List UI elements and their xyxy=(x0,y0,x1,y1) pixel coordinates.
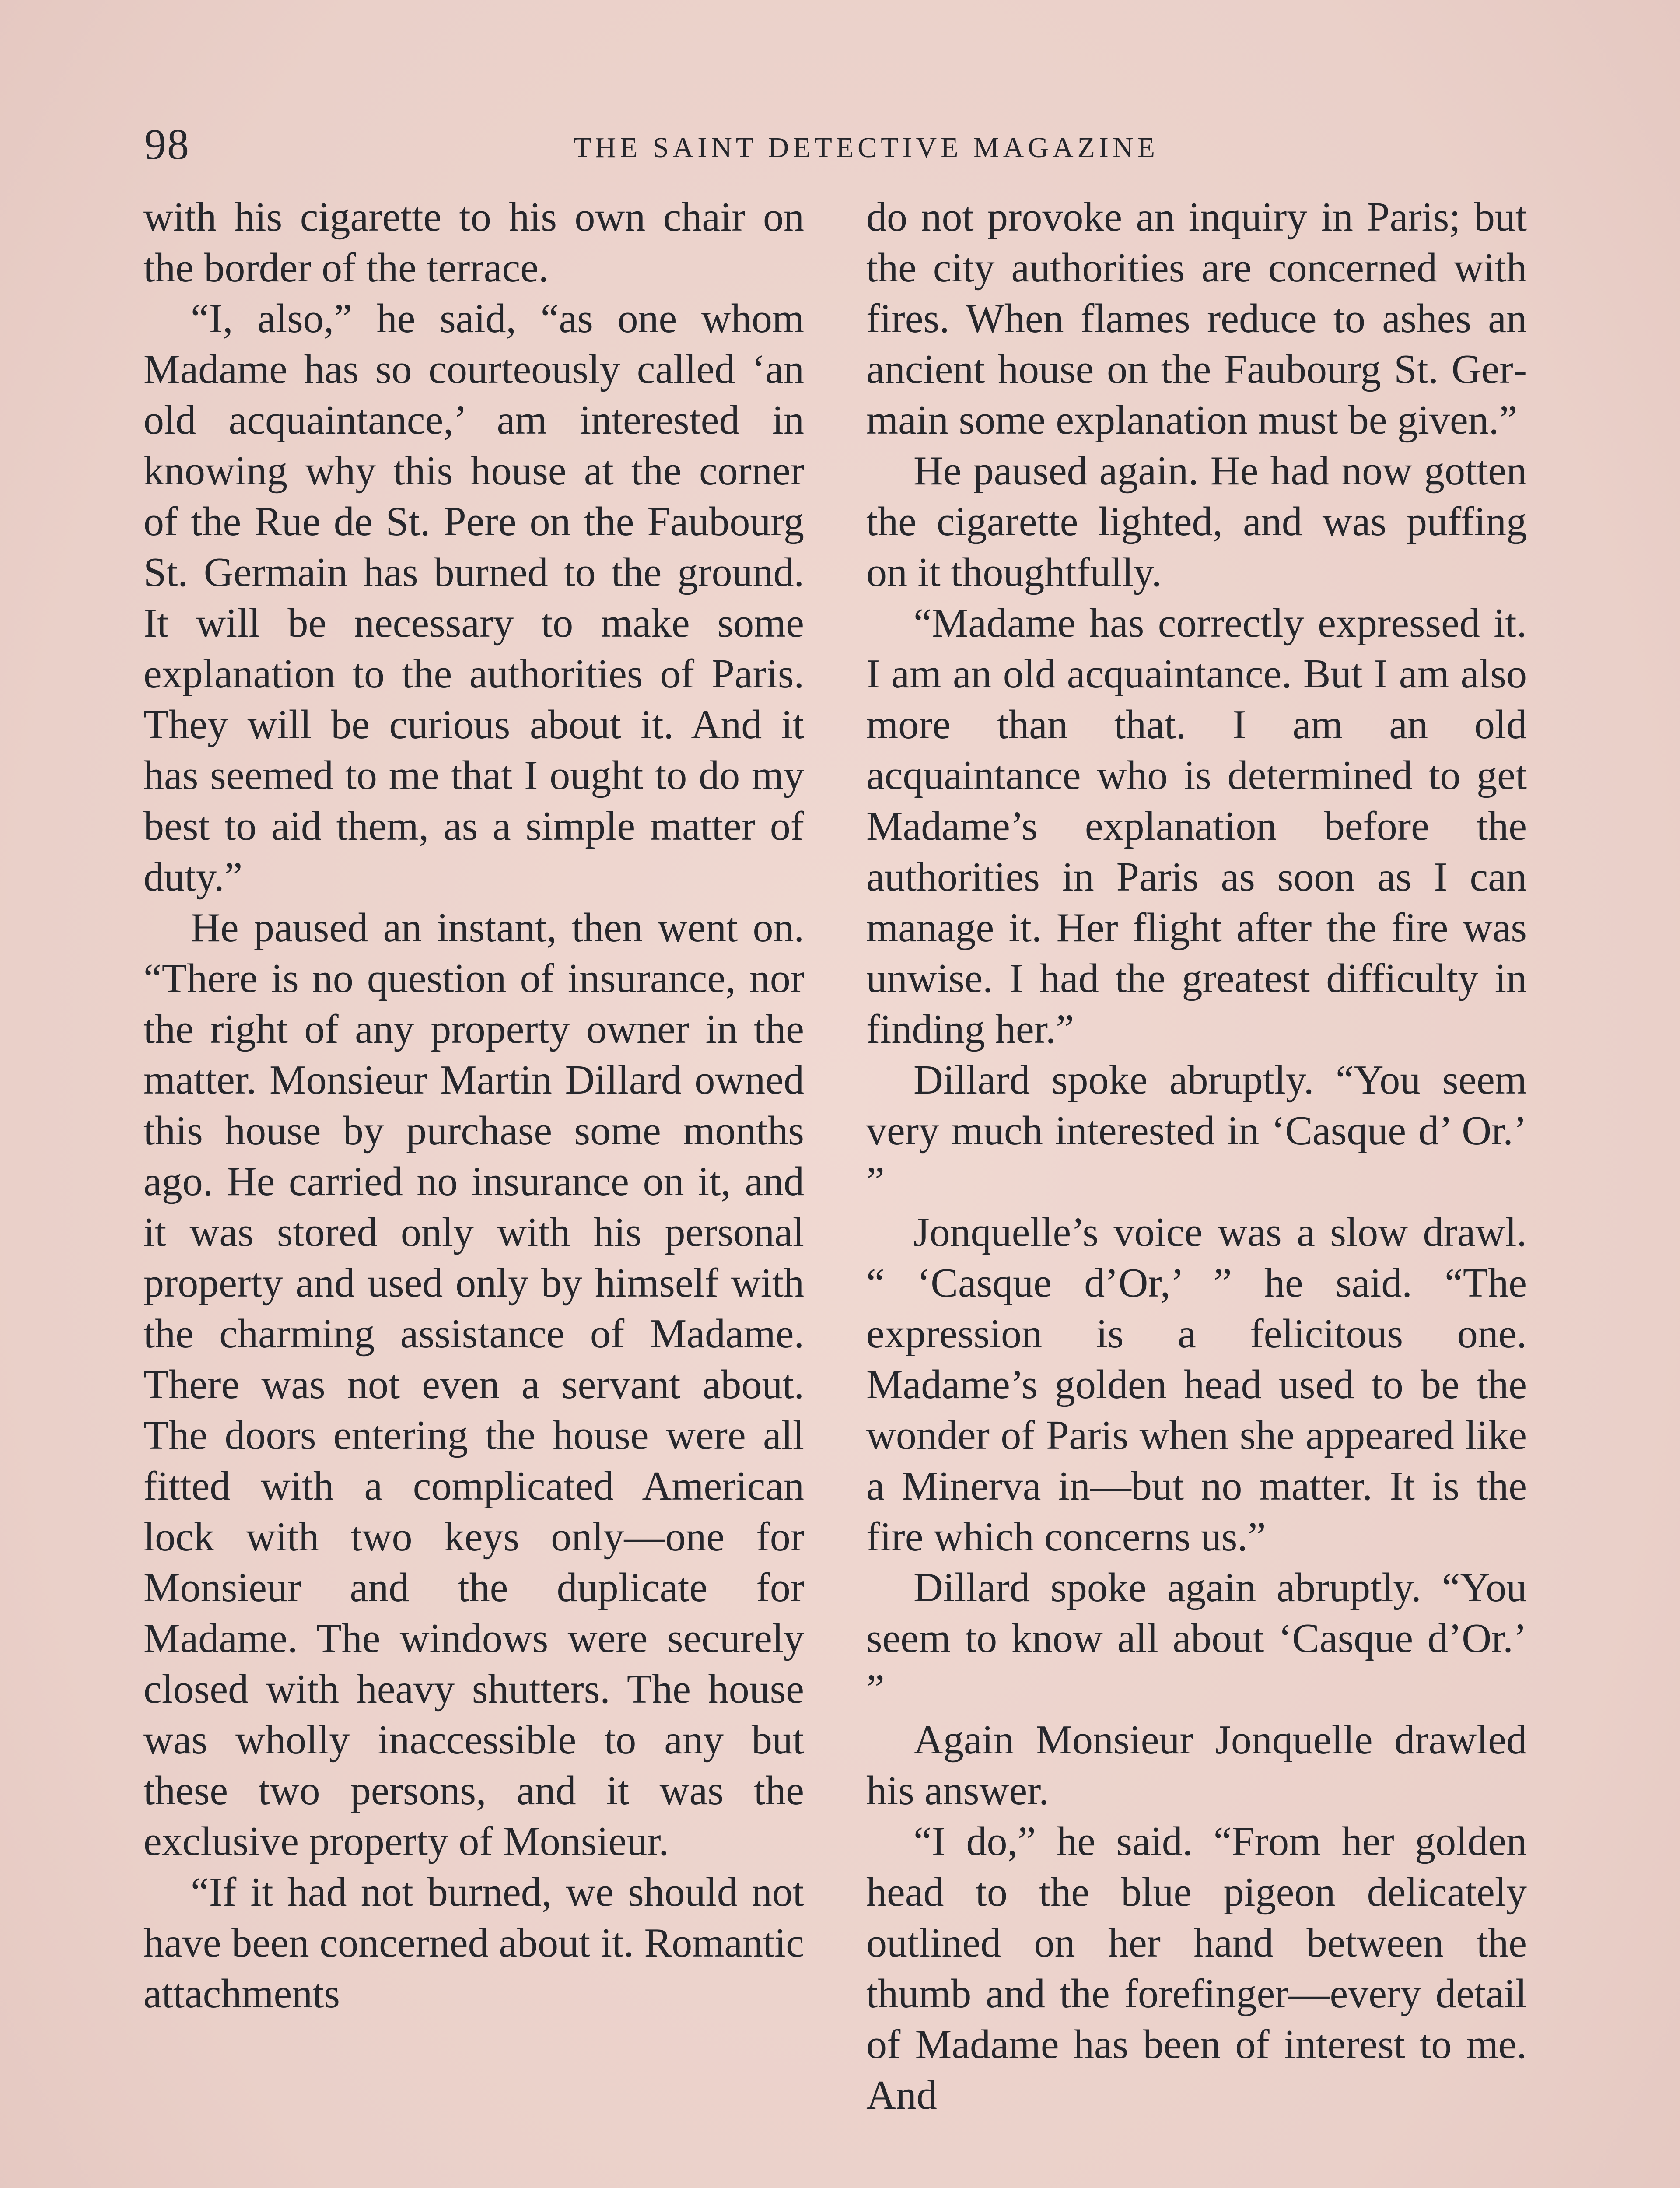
paragraph: “I do,” he said. “From her golden head to the blue pigeon delicately outlined on her hand between the thumb and the forefinger—every detail of Madame has been of interest to me. And xyxy=(866,1819,1527,2118)
paragraph: “Madame has correctly expressed it. I am an old acquaintance. But I am also more than that. I am an old acquaintance who is determined to get Madame’s explanation before the authorities in Paris as soon as I can manage it. Her flight after the fire was unwise. I had the greatest difficulty in finding her.” xyxy=(866,600,1527,1052)
paragraph: Jonquelle’s voice was a slow drawl. “ ‘Casque d’Or,’ ” he said. “The expression is a felicitous one. Madame’s golden head used to be the wonder of Paris when she appeared like a Minerva in—but no matter. It is the fire which concerns us.” xyxy=(866,1210,1527,1560)
paragraph: “I, also,” he said, “as one whom Madame has so courteously called ‘an old acquaintance,’ am interested in knowing why this house at the corner of the Rue de St. Pere on the Faubourg St. Germain has burned to the ground. It will be necessary to make some explanation to the authorities of Paris. They will be curious about it. And it has seemed to me that I ought to do my best to aid them, as a simple matter of duty.” xyxy=(144,296,804,900)
paragraph: Dillard spoke abruptly. “You seem very much interested in ‘Casque d’ Or.’ ” xyxy=(866,1057,1527,1204)
running-head: THE SAINT DETECTIVE MAGAZINE xyxy=(574,132,1159,164)
right-column xyxy=(866,192,1527,2188)
left-column xyxy=(144,192,804,2188)
paragraph: Dillard spoke again abruptly. “You seem to know all about ‘Casque d’Or.’ ” xyxy=(866,1565,1527,1712)
paragraph: He paused an instant, then went on. “There is no question of insurance, nor the right of any property owner in the matter. Monsieur Martin Dillard owned this house by purchase some months ago. He carried no insurance on it, and it was stored only with his personal property and used only by himself with the charming assistance of Madame. There was not even a servant about. The doors entering the house were all fitted with a complicated American lock with two keys only—one for Monsieur and the duplicate for Madame. The windows were securely closed with heavy shutters. The house was wholly inaccessible to any but these two persons, and it was the exclusive property of Monsieur. xyxy=(144,905,804,1864)
page-number: 98 xyxy=(144,120,190,168)
paragraph: He paused again. He had now gotten the cigarette lighted, and was puffing on it thoughtfully. xyxy=(866,448,1527,595)
paragraph: do not provoke an inquiry in Paris; but the city authorities are concerned with fires. When flames reduce to ashes an ancient house on the Faubourg St. Germain some explanation must be given.” xyxy=(866,194,1527,443)
page-header xyxy=(144,109,1536,171)
paragraph: “If it had not burned, we should not have been concerned about it. Romantic attachments xyxy=(144,1869,804,2016)
paragraph: with his cigarette to his own chair on the border of the terrace. xyxy=(144,194,804,291)
paragraph: Again Monsieur Jonquelle drawled his answer. xyxy=(866,1717,1527,1813)
